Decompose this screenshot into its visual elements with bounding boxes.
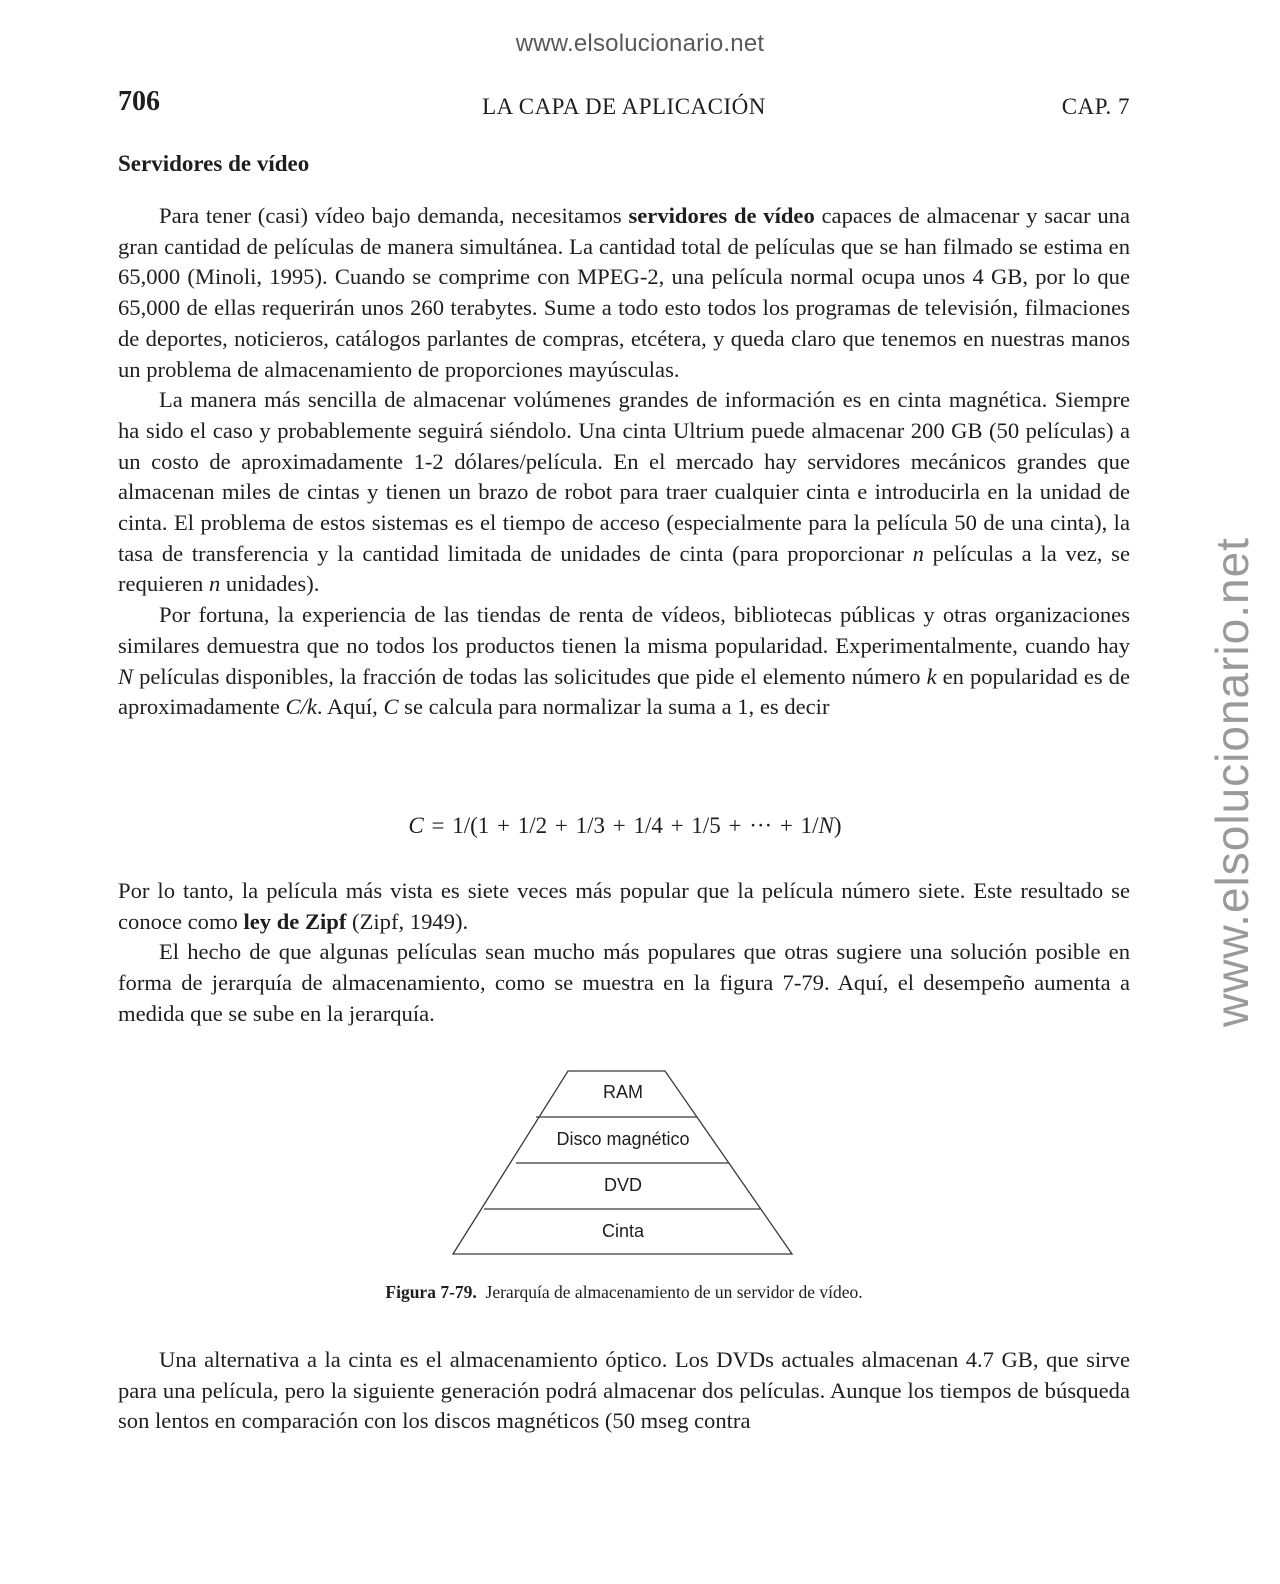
figure-number: Figura 7-79.: [385, 1282, 477, 1302]
storage-hierarchy-figure: [450, 1068, 796, 1258]
term-video-servers: servidores de vídeo: [628, 203, 815, 228]
paragraph-2: La manera más sencilla de almacenar volúmenes grandes de información es en cinta magnética. Siempre ha sido el caso y probablemente seguirá siéndolo. Una cinta Ultrium puede almacenar 200 GB (50 películas) a un costo de aproximadamente 1-2 dólares/película. En el mercado hay servidores mecánicos grandes que almacenan miles de cintas y tienen un brazo de robot para traer cualquier cinta e introducirla en la unidad de cinta. El problema de estos sistemas es el tiempo de acceso (especialmente para la película 50 de una cinta), la tasa de transferencia y la cantidad limitada de unidades de cinta (para proporcionar n películas a la vez, se requieren n unidades).: [118, 387, 1130, 597]
text-block-lower: [118, 1345, 1130, 1437]
paragraph-5: El hecho de que algunas películas sean mucho más populares que otras sugiere una solución posible en forma de jerarquía de almacenamiento, como se muestra en la figura 7-79. Aquí, el desempeño aumenta a medida que se sube en la jerarquía.: [118, 939, 1130, 1026]
figure-caption: [0, 1282, 1248, 1303]
level-magnetic-disk-label: Disco magnético: [556, 1129, 690, 1149]
term-zipf-law: ley de Zipf: [243, 908, 347, 934]
figure-caption-text: Jerarquía de almacenamiento de un servidor de vídeo.: [485, 1282, 863, 1302]
watermark-top: www.elsolucionario.net: [515, 30, 765, 57]
level-ram-label: RAM: [603, 1082, 643, 1102]
zipf-equation: C = 1/(1 + 1/2 + 1/3 + 1/4 + 1/5 + ··· + 1/N): [408, 813, 842, 838]
level-dvd-label: DVD: [603, 1175, 642, 1195]
text-block-middle: [118, 876, 1130, 1030]
chapter-label: CAP. 7: [1061, 94, 1130, 119]
text-block-upper: [118, 201, 1130, 723]
page-number: 706: [118, 86, 160, 117]
section-heading: Servidores de vídeo: [118, 151, 310, 176]
paragraph-1: Para tener (casi) vídeo bajo demanda, necesitamos servidores de vídeo capaces de almacenar y sacar una gran cantidad de películas de manera simultánea. La cantidad total de películas que se han filmado se estima en 65,000 (Minoli, 1995). Cuando se comprime con MPEG-2, una película normal ocupa unos 4 GB, por lo que 65,000 de ellas requerirán unos 260 terabytes. Sume a todo esto todos los programas de televisión, filmaciones de deportes, noticieros, catálogos parlantes de compras, etcétera, y queda claro que tenemos en nuestras manos un problema de almacenamiento de proporciones mayúsculas.: [118, 203, 1130, 382]
watermark-side: www.elsolucionario.net: [1206, 537, 1258, 1027]
level-tape-label: Cinta: [601, 1221, 645, 1241]
paragraph-3: Por fortuna, la experiencia de las tiendas de renta de vídeos, bibliotecas públicas y otras organizaciones similares demuestra que no todos los productos tienen la misma popularidad. Experimentalmente, cuando hay N películas disponibles, la fracción de todas las solicitudes que pide el elemento número k en popularidad es de aproximadamente C/k. Aquí, C se calcula para normalizar la suma a 1, es decir: [118, 602, 1130, 720]
paragraph-6: Una alternativa a la cinta es el almacenamiento óptico. Los DVDs actuales almacenan 4.7 GB, que sirve para una película, pero la siguiente generación podrá almacenar dos películas. Aunque los tiempos de búsqueda son lentos en comparación con los discos magnéticos (50 mseg contra: [118, 1347, 1130, 1434]
running-title: LA CAPA DE APLICACIÓN: [482, 94, 766, 119]
paragraph-4: Por lo tanto, la película más vista es siete veces más popular que la película número siete. Este resultado se conoce como ley de Zipf (Zipf, 1949).: [118, 878, 1130, 934]
